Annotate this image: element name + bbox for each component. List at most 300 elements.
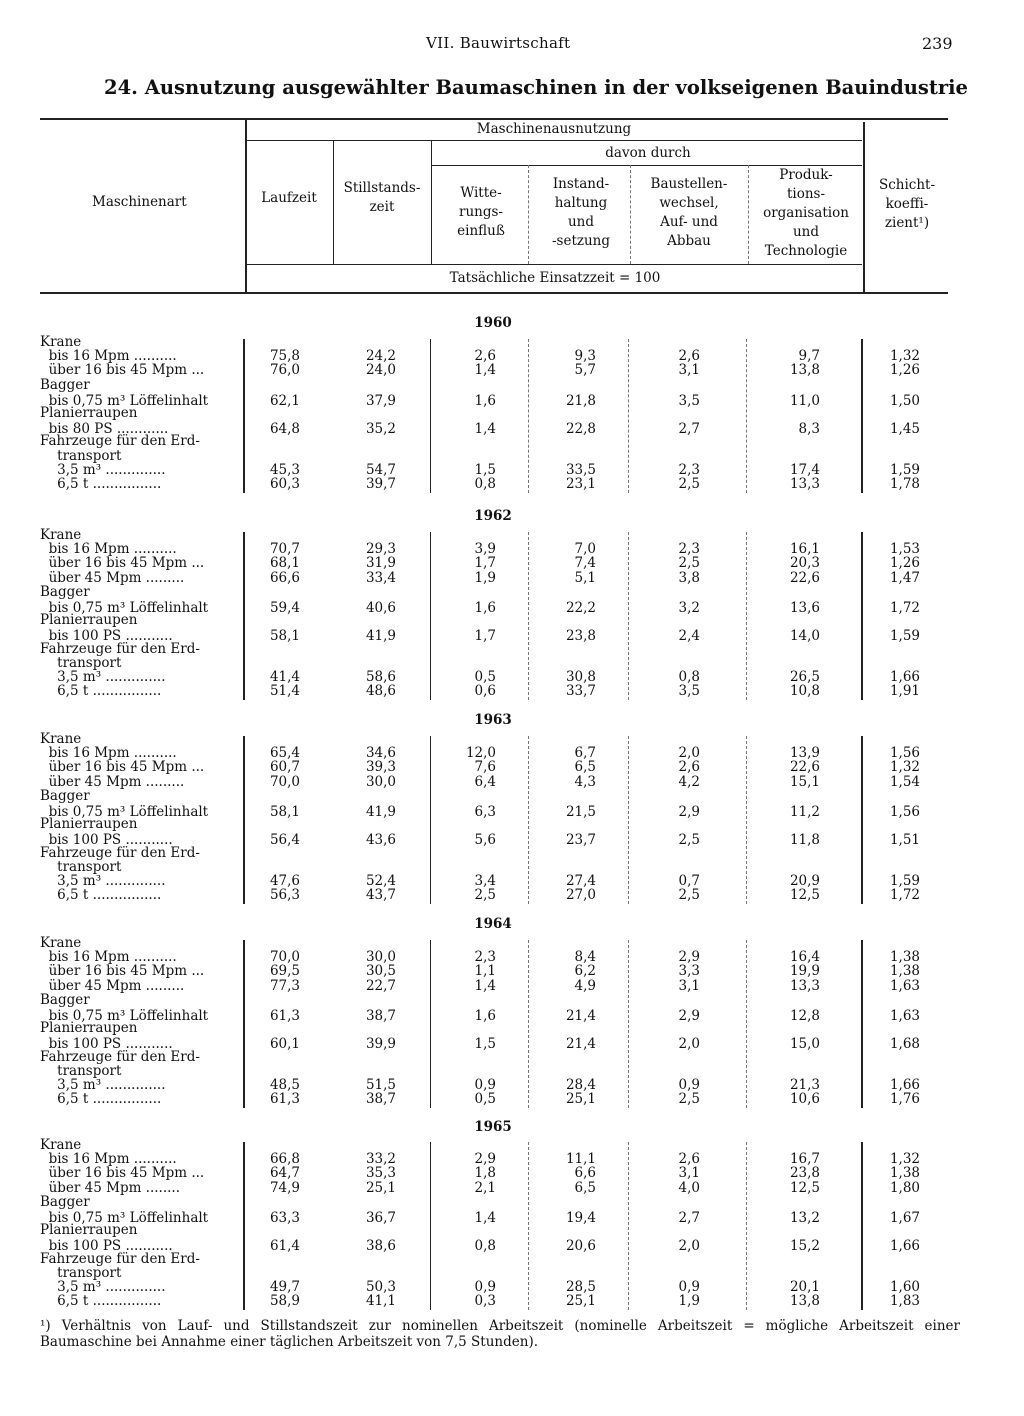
table-row xyxy=(0,556,1024,570)
cell-value: 6,6 xyxy=(574,1165,596,1182)
cell-value: 13,8 xyxy=(789,362,820,379)
table-row xyxy=(0,746,1024,760)
cell-value: 13,8 xyxy=(789,1293,820,1310)
table-group-label xyxy=(0,335,1024,349)
cell-value: 33,7 xyxy=(565,683,596,700)
column-divider xyxy=(430,940,431,1108)
cell-value: 54,7 xyxy=(365,461,396,478)
cell-value: 21,3 xyxy=(789,1077,820,1093)
cell-value: 4,0 xyxy=(678,1179,700,1196)
cell-value: 6,3 xyxy=(474,804,496,820)
row-label: Fahrzeuge für den Erd- xyxy=(40,844,200,861)
maschinenausnutzung-rule xyxy=(246,140,862,141)
col-header-baustellenwechsel: Baustellen- wechsel, Auf- und Abbau xyxy=(650,176,728,249)
cell-value: 16,4 xyxy=(789,949,820,966)
column-divider xyxy=(430,1142,431,1310)
cell-value: 33,5 xyxy=(565,461,596,478)
cell-value: 29,3 xyxy=(365,541,396,558)
cell-value: 17,4 xyxy=(789,461,820,478)
cell-value: 13,2 xyxy=(789,1210,820,1226)
cell-value: 12,0 xyxy=(465,745,496,762)
cell-value: 74,9 xyxy=(269,1179,300,1196)
cell-value: 1,56 xyxy=(889,745,920,762)
cell-value: 1,4 xyxy=(474,421,496,438)
cell-value: 2,0 xyxy=(678,1238,700,1255)
cell-value: 1,26 xyxy=(889,555,920,572)
row-label: bis 16 Mpm .......... xyxy=(40,949,177,966)
header-divider-instandhaltung xyxy=(630,165,631,264)
cell-value: 1,6 xyxy=(474,392,496,409)
table-row xyxy=(0,1078,1024,1092)
table-row xyxy=(0,950,1024,964)
row-label: 6,5 t ................ xyxy=(40,1293,162,1310)
table-row xyxy=(0,349,1024,363)
table-group-label xyxy=(0,846,1024,860)
cell-value: 38,7 xyxy=(365,1008,396,1024)
row-label: über 45 Mpm ........ xyxy=(40,1179,181,1196)
cell-value: 1,63 xyxy=(889,977,920,994)
cell-value: 51,5 xyxy=(365,1077,396,1093)
cell-value: 8,4 xyxy=(574,949,596,966)
cell-value: 1,32 xyxy=(889,348,920,365)
cell-value: 4,2 xyxy=(678,773,700,790)
header-divider-witterung xyxy=(528,165,529,264)
column-divider xyxy=(628,940,629,1108)
cell-value: 63,3 xyxy=(269,1210,300,1226)
cell-value: 0,7 xyxy=(678,873,700,889)
cell-value: 58,1 xyxy=(269,804,300,820)
row-label: Planierraupen xyxy=(40,612,138,629)
cell-value: 41,1 xyxy=(365,1293,396,1310)
table-row xyxy=(0,1152,1024,1166)
column-divider xyxy=(528,339,529,493)
cell-value: 1,7 xyxy=(474,628,496,645)
table-row xyxy=(0,670,1024,684)
cell-value: 23,7 xyxy=(565,832,596,849)
cell-value: 1,50 xyxy=(889,392,920,409)
cell-value: 2,6 xyxy=(474,348,496,365)
row-label: Fahrzeuge für den Erd- xyxy=(40,1048,200,1065)
cell-value: 30,0 xyxy=(365,773,396,790)
cell-value: 11,2 xyxy=(789,804,820,820)
cell-value: 1,6 xyxy=(474,600,496,616)
table-group-label xyxy=(0,1138,1024,1152)
cell-value: 1,56 xyxy=(889,804,920,820)
cell-value: 2,3 xyxy=(474,949,496,966)
cell-value: 61,3 xyxy=(269,1008,300,1024)
cell-value: 10,8 xyxy=(789,683,820,700)
column-divider xyxy=(528,940,529,1108)
cell-value: 3,3 xyxy=(678,963,700,980)
cell-value: 43,6 xyxy=(365,832,396,849)
row-label: Fahrzeuge für den Erd- xyxy=(40,640,200,657)
row-label: Bagger xyxy=(40,991,90,1008)
cell-value: 24,0 xyxy=(365,362,396,379)
cell-value: 2,9 xyxy=(678,1008,700,1024)
cell-value: 43,7 xyxy=(365,887,396,904)
row-label: 6,5 t ................ xyxy=(40,683,162,700)
cell-value: 21,4 xyxy=(565,1008,596,1024)
cell-value: 27,0 xyxy=(565,887,596,904)
cell-value: 2,3 xyxy=(678,541,700,558)
cell-value: 61,4 xyxy=(269,1238,300,1255)
cell-value: 1,59 xyxy=(889,873,920,889)
cell-value: 2,3 xyxy=(678,461,700,478)
cell-value: 38,7 xyxy=(365,1091,396,1108)
column-divider xyxy=(746,339,747,493)
table-row xyxy=(0,760,1024,774)
cell-value: 1,4 xyxy=(474,1210,496,1226)
row-label: Fahrzeuge für den Erd- xyxy=(40,1250,200,1267)
cell-value: 1,83 xyxy=(889,1293,920,1310)
cell-value: 21,4 xyxy=(565,1036,596,1053)
table-row xyxy=(0,979,1024,993)
col-header-basis: Tatsächliche Einsatzzeit = 100 xyxy=(449,270,661,286)
cell-value: 25,1 xyxy=(565,1091,596,1108)
row-label: transport xyxy=(40,1264,122,1281)
column-divider xyxy=(430,736,431,904)
year-heading: 1965 xyxy=(474,1119,512,1135)
row-label: Bagger xyxy=(40,1193,90,1210)
table-row xyxy=(0,463,1024,477)
cell-value: 23,1 xyxy=(565,476,596,492)
row-label: bis 16 Mpm .......... xyxy=(40,745,177,762)
cell-value: 12,5 xyxy=(789,1179,820,1196)
cell-value: 13,6 xyxy=(789,600,820,616)
cell-value: 35,2 xyxy=(365,421,396,438)
row-label: Bagger xyxy=(40,376,90,393)
col-header-stillstandszeit: Stillstands- zeit xyxy=(343,180,421,215)
cell-value: 2,6 xyxy=(678,759,700,776)
cell-value: 0,9 xyxy=(474,1279,496,1295)
cell-value: 1,66 xyxy=(889,1077,920,1093)
column-divider xyxy=(746,940,747,1108)
cell-value: 0,5 xyxy=(474,1091,496,1108)
row-label: bis 16 Mpm .......... xyxy=(40,1151,177,1168)
column-divider xyxy=(861,339,863,493)
row-label: bis 16 Mpm .......... xyxy=(40,348,177,365)
cell-value: 16,1 xyxy=(789,541,820,558)
row-label: 3,5 m³ .............. xyxy=(40,461,166,478)
cell-value: 1,60 xyxy=(889,1279,920,1295)
cell-value: 6,4 xyxy=(474,773,496,790)
cell-value: 15,0 xyxy=(789,1036,820,1053)
row-label: Planierraupen xyxy=(40,1222,138,1239)
basis-rule xyxy=(246,264,862,265)
row-label: transport xyxy=(40,858,122,875)
cell-value: 1,7 xyxy=(474,555,496,572)
table-group-label xyxy=(0,1223,1024,1237)
cell-value: 30,5 xyxy=(365,963,396,980)
col-header-davon-durch: davon durch xyxy=(605,145,691,161)
row-label: bis 100 PS ........... xyxy=(40,628,173,645)
row-label: Planierraupen xyxy=(40,405,138,421)
cell-value: 35,3 xyxy=(365,1165,396,1182)
cell-value: 1,6 xyxy=(474,1008,496,1024)
table-row xyxy=(0,363,1024,377)
column-divider xyxy=(861,532,863,700)
cell-value: 66,6 xyxy=(269,569,300,586)
table-row xyxy=(0,888,1024,902)
row-label: Krane xyxy=(40,334,82,350)
table-group-label xyxy=(0,1064,1024,1078)
row-label: bis 0,75 m³ Löffelinhalt xyxy=(40,600,209,616)
row-label: bis 100 PS ........... xyxy=(40,1238,173,1255)
cell-value: 62,1 xyxy=(269,392,300,409)
cell-value: 1,51 xyxy=(889,832,920,849)
cell-value: 3,5 xyxy=(678,683,700,700)
cell-value: 33,4 xyxy=(365,569,396,586)
cell-value: 33,2 xyxy=(365,1151,396,1168)
table-row xyxy=(0,1294,1024,1308)
cell-value: 5,7 xyxy=(574,362,596,379)
cell-value: 3,4 xyxy=(474,873,496,889)
cell-value: 47,6 xyxy=(269,873,300,889)
cell-value: 77,3 xyxy=(269,977,300,994)
column-divider xyxy=(243,940,245,1108)
cell-value: 2,5 xyxy=(678,555,700,572)
cell-value: 0,9 xyxy=(678,1279,700,1295)
cell-value: 5,1 xyxy=(574,569,596,586)
cell-value: 1,38 xyxy=(889,963,920,980)
cell-value: 20,3 xyxy=(789,555,820,572)
table-group-label xyxy=(0,732,1024,746)
row-label: bis 0,75 m³ Löffelinhalt xyxy=(40,804,209,820)
row-label: 3,5 m³ .............. xyxy=(40,1077,166,1093)
cell-value: 2,7 xyxy=(678,421,700,438)
row-label: bis 80 PS ............ xyxy=(40,421,169,438)
cell-value: 22,2 xyxy=(565,600,596,616)
cell-value: 64,7 xyxy=(269,1165,300,1182)
table-row xyxy=(0,964,1024,978)
header-divider-baustelle xyxy=(748,165,749,264)
column-divider xyxy=(628,736,629,904)
cell-value: 11,8 xyxy=(789,832,820,849)
cell-value: 1,72 xyxy=(889,887,920,904)
footnote: ¹) Verhältnis von Lauf- und Stillstandszeit zur nominellen Arbeitszeit (nominelle Arbeitszeit = mögliche Arbeitszeit einer Baumaschine bei Annahme einer täglichen Arbeitszeit von 7,5 Stunden). xyxy=(40,1318,960,1350)
cell-value: 69,5 xyxy=(269,963,300,980)
cell-value: 70,0 xyxy=(269,949,300,966)
header-divider-schicht xyxy=(863,122,865,292)
cell-value: 41,9 xyxy=(365,804,396,820)
cell-value: 34,6 xyxy=(365,745,396,762)
cell-value: 30,8 xyxy=(565,669,596,685)
cell-value: 2,5 xyxy=(678,476,700,492)
cell-value: 1,68 xyxy=(889,1036,920,1053)
column-divider xyxy=(628,532,629,700)
cell-value: 4,9 xyxy=(574,977,596,994)
cell-value: 13,3 xyxy=(789,476,820,492)
cell-value: 2,0 xyxy=(678,1036,700,1053)
cell-value: 66,8 xyxy=(269,1151,300,1168)
row-label: transport xyxy=(40,654,122,671)
cell-value: 21,5 xyxy=(565,804,596,820)
cell-value: 76,0 xyxy=(269,362,300,379)
row-label: bis 0,75 m³ Löffelinhalt xyxy=(40,1210,209,1226)
cell-value: 0,8 xyxy=(678,669,700,685)
row-label: über 45 Mpm ......... xyxy=(40,977,185,994)
cell-value: 51,4 xyxy=(269,683,300,700)
cell-value: 1,26 xyxy=(889,362,920,379)
table-group-label xyxy=(0,936,1024,950)
cell-value: 7,6 xyxy=(474,759,496,776)
cell-value: 59,4 xyxy=(269,600,300,616)
cell-value: 52,4 xyxy=(365,873,396,889)
cell-value: 2,9 xyxy=(474,1151,496,1168)
cell-value: 28,5 xyxy=(565,1279,596,1295)
cell-value: 1,47 xyxy=(889,569,920,586)
table-group-label xyxy=(0,449,1024,463)
cell-value: 1,72 xyxy=(889,600,920,616)
row-label: bis 100 PS ........... xyxy=(40,1036,173,1053)
table-row xyxy=(0,1166,1024,1180)
row-label: über 16 bis 45 Mpm ... xyxy=(40,555,205,572)
table-row xyxy=(0,571,1024,585)
cell-value: 56,3 xyxy=(269,887,300,904)
cell-value: 1,67 xyxy=(889,1210,920,1226)
cell-value: 48,6 xyxy=(365,683,396,700)
table-row xyxy=(0,542,1024,556)
cell-value: 1,1 xyxy=(474,963,496,980)
cell-value: 68,1 xyxy=(269,555,300,572)
row-label: Bagger xyxy=(40,787,90,804)
cell-value: 1,66 xyxy=(889,669,920,685)
cell-value: 27,4 xyxy=(565,873,596,889)
cell-value: 1,78 xyxy=(889,476,920,492)
table-group-label xyxy=(0,528,1024,542)
cell-value: 26,5 xyxy=(789,669,820,685)
row-label: bis 16 Mpm .......... xyxy=(40,541,177,558)
cell-value: 13,3 xyxy=(789,977,820,994)
cell-value: 23,8 xyxy=(789,1165,820,1182)
table-group-label xyxy=(0,1050,1024,1064)
col-header-schichtkoeffizient: Schicht- koeffi- zient¹) xyxy=(878,177,936,231)
col-header-witterung: Witte- rungs- einfluß xyxy=(457,185,505,239)
cell-value: 1,66 xyxy=(889,1238,920,1255)
cell-value: 1,53 xyxy=(889,541,920,558)
col-header-instandhaltung: Instand- haltung und -setzung xyxy=(551,176,611,249)
cell-value: 25,1 xyxy=(565,1293,596,1310)
cell-value: 19,9 xyxy=(789,963,820,980)
col-header-produktion: Produk- tions- organisation und Technologie xyxy=(763,167,849,259)
table-row xyxy=(0,775,1024,789)
table-group-label xyxy=(0,817,1024,831)
cell-value: 2,7 xyxy=(678,1210,700,1226)
cell-value: 20,6 xyxy=(565,1238,596,1255)
cell-value: 20,1 xyxy=(789,1279,820,1295)
row-label: über 16 bis 45 Mpm ... xyxy=(40,963,205,980)
column-divider xyxy=(243,736,245,904)
cell-value: 1,9 xyxy=(678,1293,700,1310)
cell-value: 39,3 xyxy=(365,759,396,776)
cell-value: 1,38 xyxy=(889,949,920,966)
cell-value: 3,1 xyxy=(678,1165,700,1182)
cell-value: 45,3 xyxy=(269,461,300,478)
cell-value: 22,6 xyxy=(789,569,820,586)
cell-value: 11,1 xyxy=(565,1151,596,1168)
cell-value: 60,1 xyxy=(269,1036,300,1053)
cell-value: 61,3 xyxy=(269,1091,300,1108)
header-bottom-rule xyxy=(40,292,948,294)
cell-value: 16,7 xyxy=(789,1151,820,1168)
row-label: 3,5 m³ .............. xyxy=(40,669,166,685)
cell-value: 1,59 xyxy=(889,461,920,478)
cell-value: 10,6 xyxy=(789,1091,820,1108)
cell-value: 1,5 xyxy=(474,1036,496,1053)
cell-value: 20,9 xyxy=(789,873,820,889)
cell-value: 6,5 xyxy=(574,1179,596,1196)
cell-value: 1,4 xyxy=(474,977,496,994)
table-group-label xyxy=(0,656,1024,670)
table-group-label xyxy=(0,1252,1024,1266)
cell-value: 0,9 xyxy=(678,1077,700,1093)
cell-value: 14,0 xyxy=(789,628,820,645)
row-label: über 16 bis 45 Mpm ... xyxy=(40,1165,205,1182)
cell-value: 1,9 xyxy=(474,569,496,586)
table-group-label xyxy=(0,1195,1024,1209)
cell-value: 23,8 xyxy=(565,628,596,645)
cell-value: 1,54 xyxy=(889,773,920,790)
cell-value: 21,8 xyxy=(565,392,596,409)
cell-value: 1,63 xyxy=(889,1008,920,1024)
column-divider xyxy=(528,1142,529,1310)
column-divider xyxy=(861,940,863,1108)
table-group-label xyxy=(0,378,1024,392)
column-divider xyxy=(861,1142,863,1310)
cell-value: 38,6 xyxy=(365,1238,396,1255)
cell-value: 36,7 xyxy=(365,1210,396,1226)
cell-value: 22,6 xyxy=(789,759,820,776)
table-group-label xyxy=(0,1266,1024,1280)
table-row xyxy=(0,1092,1024,1106)
row-label: bis 0,75 m³ Löffelinhalt xyxy=(40,392,209,409)
column-divider xyxy=(430,532,431,700)
running-head: VII. Bauwirtschaft xyxy=(426,34,571,52)
cell-value: 0,5 xyxy=(474,669,496,685)
cell-value: 1,80 xyxy=(889,1179,920,1196)
cell-value: 56,4 xyxy=(269,832,300,849)
table-row xyxy=(0,477,1024,491)
column-divider xyxy=(746,736,747,904)
year-heading: 1963 xyxy=(474,712,512,728)
cell-value: 4,3 xyxy=(574,773,596,790)
header-divider-label xyxy=(245,118,247,292)
table-group-label xyxy=(0,613,1024,627)
row-label: Krane xyxy=(40,1137,82,1153)
cell-value: 19,4 xyxy=(565,1210,596,1226)
cell-value: 1,91 xyxy=(889,683,920,700)
column-divider xyxy=(528,532,529,700)
table-row xyxy=(0,1181,1024,1195)
table-row xyxy=(0,874,1024,888)
column-divider xyxy=(746,532,747,700)
table-row xyxy=(0,1280,1024,1294)
row-label: über 45 Mpm ......... xyxy=(40,569,185,586)
cell-value: 3,9 xyxy=(474,541,496,558)
cell-value: 58,1 xyxy=(269,628,300,645)
cell-value: 3,1 xyxy=(678,362,700,379)
cell-value: 22,8 xyxy=(565,421,596,438)
row-label: Krane xyxy=(40,731,82,747)
cell-value: 28,4 xyxy=(565,1077,596,1093)
col-header-maschinenausnutzung: Maschinenausnutzung xyxy=(476,121,632,137)
table-title: 24. Ausnutzung ausgewählter Baumaschinen in der volkseigenen Bauindustrie xyxy=(104,76,968,99)
cell-value: 6,5 xyxy=(574,759,596,776)
col-header-maschinenart: Maschinenart xyxy=(92,194,187,210)
cell-value: 2,0 xyxy=(678,745,700,762)
cell-value: 41,9 xyxy=(365,628,396,645)
cell-value: 60,7 xyxy=(269,759,300,776)
